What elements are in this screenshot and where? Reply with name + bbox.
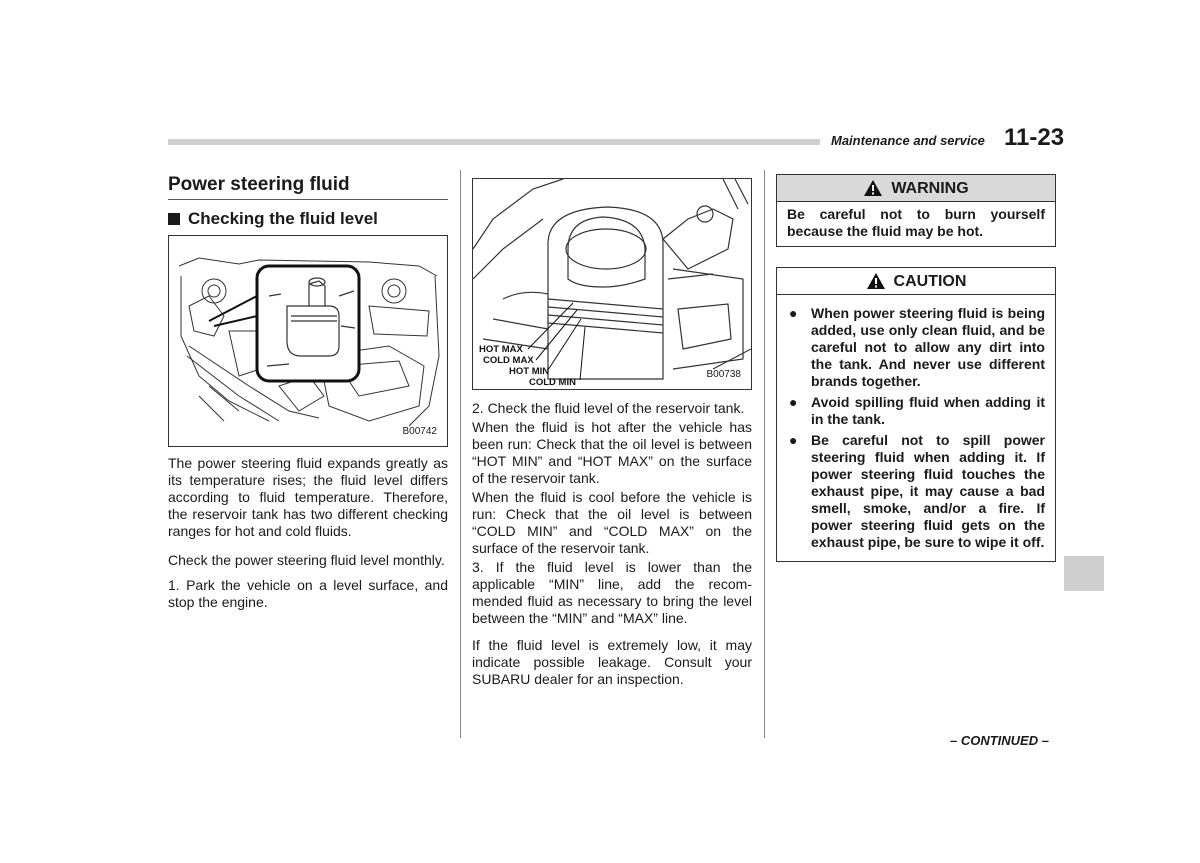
reservoir-tank-figure xyxy=(472,178,752,390)
subsection-heading xyxy=(168,210,448,227)
figure-label-cold-min: COLD MIN xyxy=(529,377,576,388)
engine-bay-illustration xyxy=(169,236,447,446)
warning-header xyxy=(776,174,1056,202)
caution-box xyxy=(776,267,1056,562)
body-paragraph: 2. Check the fluid level of the reservoir tank. xyxy=(472,400,745,416)
body-paragraph: The power steering fluid expands greatly as its temperature rises; the fluid level differs according to fluid temperature. Therefore, the reservoir tank has two different checking ranges for hot and cold fluids. xyxy=(168,455,448,539)
figure-code: B00738 xyxy=(706,369,741,380)
figure-label-cold-max: COLD MAX xyxy=(483,355,534,366)
bullet-icon: ● xyxy=(789,432,798,448)
warning-body xyxy=(776,202,1056,247)
header-section-title: Maintenance and service xyxy=(831,133,985,148)
section-heading: Power steering fluid xyxy=(168,176,448,200)
right-column xyxy=(776,170,1056,562)
caution-header xyxy=(776,267,1056,295)
caution-title: CAUTION xyxy=(893,272,967,290)
engine-bay-figure xyxy=(168,235,448,447)
body-paragraph: 3. If the fluid level is lower than the applicable “MIN” line, add the recom-mended fluid as necessary to bring the level between the “MIN” and “MAX” line. xyxy=(472,559,752,626)
bullet-icon: ● xyxy=(789,305,798,321)
header-rule xyxy=(168,139,820,145)
caution-item: ● Be careful not to spill power steering fluid when adding it. If power steering fluid touches the exhaust pipe, it may cause a bad smell, smoke, and/or a fire. If power steering fluid gets on the exhaust pipe, be sure to wipe it off. xyxy=(789,432,1045,550)
body-paragraph: When the fluid is cool before the vehicle is run: Check that the oil level is between “COLD MIN” and “COLD MAX” on the surface of the reservoir tank. xyxy=(472,489,752,556)
body-paragraph: 1. Park the vehicle on a level surface, and stop the engine. xyxy=(168,577,448,610)
page-number: 11-23 xyxy=(1004,124,1065,151)
body-paragraph: Check the power steering fluid level monthly. xyxy=(168,552,445,568)
chapter-thumb-tab xyxy=(1064,556,1104,591)
figure-label-hot-max: HOT MAX xyxy=(479,344,523,355)
warning-triangle-icon xyxy=(863,179,883,197)
figure-label-hot-min: HOT MIN xyxy=(509,366,550,377)
warning-text: Be careful not to burn yourself because the fluid may be hot. xyxy=(787,206,1045,239)
column-divider xyxy=(460,170,461,738)
subsection-heading-text: Checking the fluid level xyxy=(188,209,378,228)
figure-code: B00742 xyxy=(402,426,437,437)
reservoir-tank-illustration xyxy=(473,179,751,389)
bullet-icon: ● xyxy=(789,394,798,410)
body-paragraph: If the fluid level is extremely low, it may indicate possible leakage. Consult your SUBARU dealer for an inspection. xyxy=(472,637,752,687)
caution-item: ● When power steering fluid is being added, use only clean fluid, and be careful not to allow any dirt into the tank. And never use different brands together. xyxy=(789,305,1045,389)
caution-body xyxy=(776,295,1056,562)
warning-box xyxy=(776,174,1056,247)
caution-item: ● Avoid spilling fluid when adding it in the tank. xyxy=(789,394,1045,427)
middle-column xyxy=(472,170,752,696)
left-column xyxy=(168,170,448,619)
continued-label: – CONTINUED – xyxy=(950,733,1049,748)
caution-triangle-icon xyxy=(866,272,886,290)
column-divider xyxy=(764,170,765,738)
square-bullet-icon xyxy=(168,213,180,225)
body-paragraph: When the fluid is hot after the vehicle has been run: Check that the oil level is between “HOT MIN” and “HOT MAX” on the surface of the reservoir tank. xyxy=(472,419,752,486)
warning-title: WARNING xyxy=(891,179,969,197)
